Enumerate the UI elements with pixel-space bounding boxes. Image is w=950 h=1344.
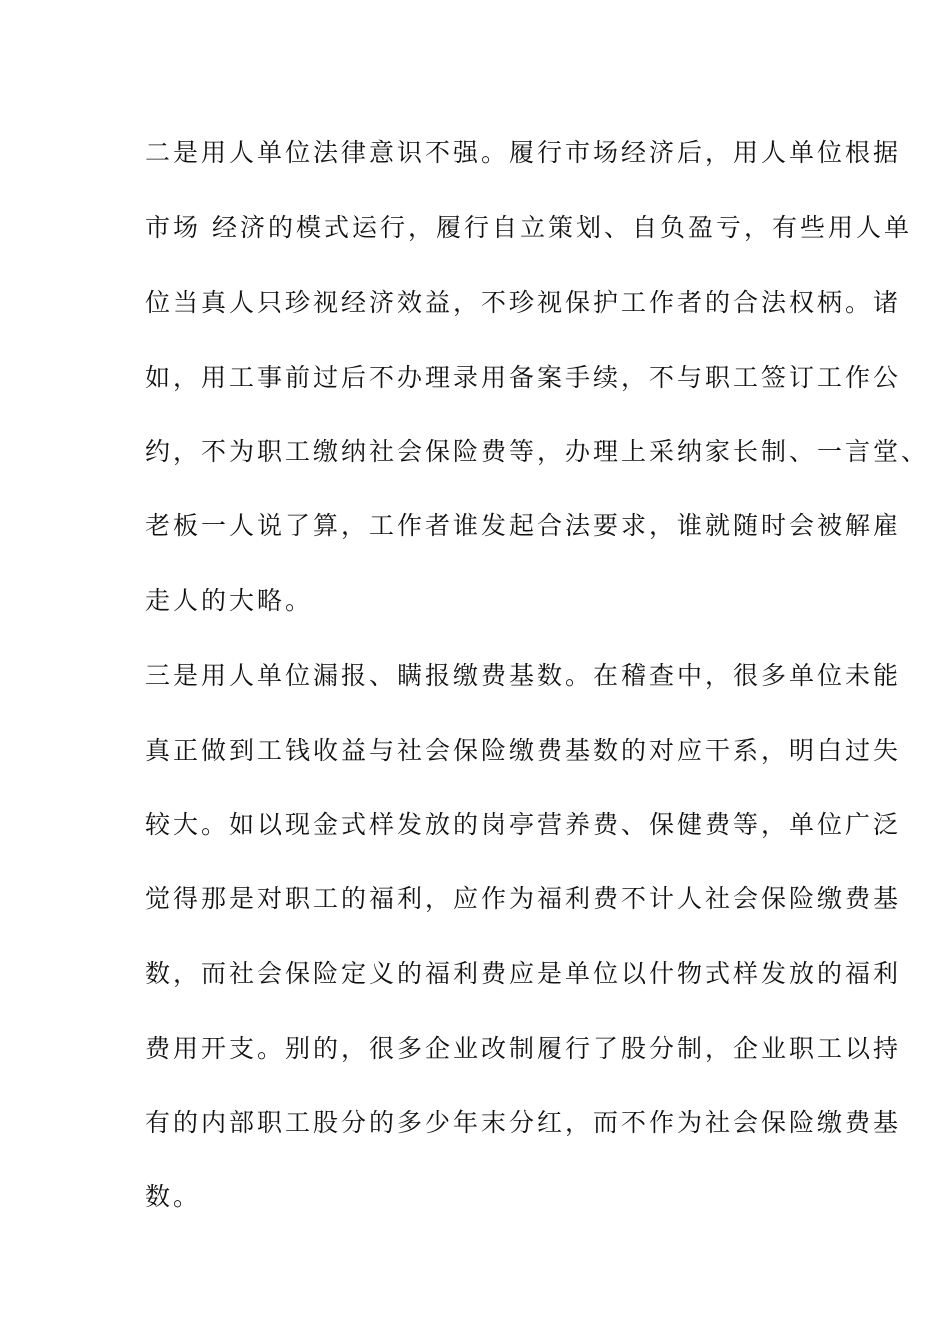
text-line: 有的内部职工股分的多少年末分红，而不作为社会保险缴费基	[145, 1108, 902, 1137]
text-line: 走人的大略。	[145, 586, 314, 615]
text-line: 三是用人单位漏报、瞒报缴费基数。在稽查中，很多单位未能	[145, 661, 902, 690]
text-line: 老板一人说了算，工作者谁发起合法要求，谁就随时会被解雇	[145, 511, 902, 540]
text-line: 约，不为职工缴纳社会保险费等，办理上采纳家长制、一言堂、	[145, 437, 930, 466]
text-line: 较大。如以现金式样发放的岗亭营养费、保健费等，单位广泛	[145, 810, 902, 839]
text-line: 二是用人单位法律意识不强。履行市场经济后，用人单位根据	[145, 138, 902, 167]
text-line: 数。	[145, 1182, 202, 1211]
text-line: 位当真人只珍视经济效益，不珍视保护工作者的合法权柄。诸	[145, 288, 902, 317]
text-line: 费用开支。别的，很多企业改制履行了股分制，企业职工以持	[145, 1034, 902, 1063]
text-line: 如，用工事前过后不办理录用备案手续，不与职工签订工作公	[145, 363, 902, 392]
text-line: 市场 经济的模式运行，履行自立策划、自负盈亏，有些用人单	[145, 213, 912, 242]
text-line: 真正做到工钱收益与社会保险缴费基数的对应干系，明白过失	[145, 736, 902, 765]
text-line: 数，而社会保险定义的福利费应是单位以什物式样发放的福利	[145, 959, 902, 988]
text-line: 觉得那是对职工的福利，应作为福利费不计人社会保险缴费基	[145, 884, 902, 913]
